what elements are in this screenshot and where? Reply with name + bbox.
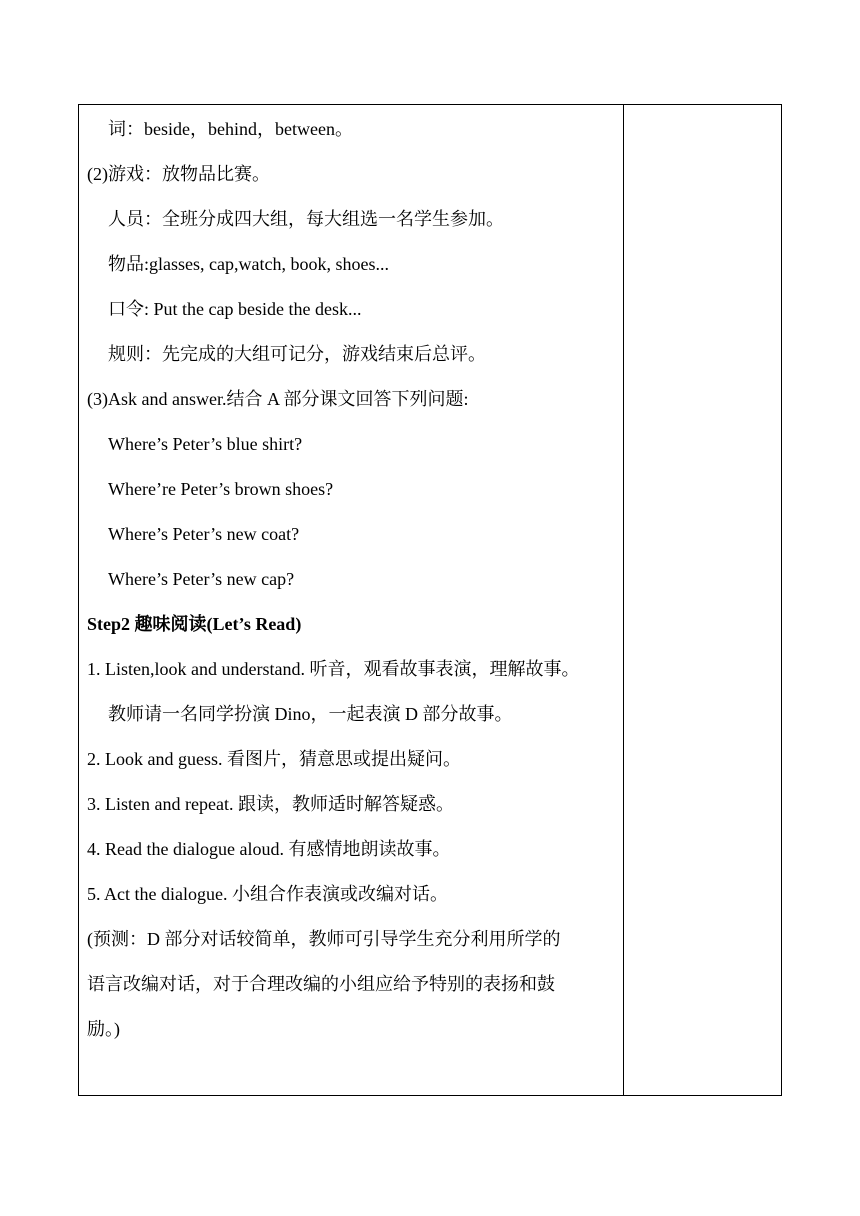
- question-line: Where’s Peter’s new coat?: [108, 524, 300, 544]
- lesson-content-cell: [79, 105, 623, 1095]
- game-rules: 规则：先完成的大组可记分，游戏结束后总评。: [108, 344, 486, 364]
- step-item: 3. Listen and repeat. 跟读，教师适时解答疑惑。: [87, 794, 454, 814]
- vocab-line: 词：beside，behind，between。: [108, 119, 353, 139]
- prediction-note: 励。): [87, 1019, 120, 1039]
- lesson-table: [78, 104, 782, 1096]
- game-heading: (2)游戏：放物品比赛。: [87, 164, 270, 184]
- prediction-note: (预测：D 部分对话较简单，教师可引导学生充分利用所学的: [87, 929, 561, 949]
- question-line: Where’s Peter’s blue shirt?: [108, 434, 303, 454]
- game-items: 物品:glasses, cap,watch, book, shoes...: [108, 254, 389, 274]
- prediction-note: 语言改编对话，对于合理改编的小组应给予特别的表扬和鼓: [87, 974, 555, 994]
- question-line: Where’re Peter’s brown shoes?: [108, 479, 334, 499]
- step-item: 5. Act the dialogue. 小组合作表演或改编对话。: [87, 884, 448, 904]
- step-item: 1. Listen,look and understand. 听音，观看故事表演，理解故事。: [87, 659, 580, 679]
- game-participants: 人员：全班分成四大组，每大组选一名学生参加。: [108, 209, 504, 229]
- step2-heading: Step2 趣味阅读(Let’s Read): [87, 614, 302, 634]
- ask-answer-heading: (3)Ask and answer.结合 A 部分课文回答下列问题:: [87, 389, 469, 409]
- step-item: 4. Read the dialogue aloud. 有感情地朗读故事。: [87, 839, 451, 859]
- notes-cell: [624, 105, 782, 1095]
- step-item: 2. Look and guess. 看图片，猜意思或提出疑问。: [87, 749, 461, 769]
- game-command: 口令: Put the cap beside the desk...: [108, 299, 362, 319]
- question-line: Where’s Peter’s new cap?: [108, 569, 295, 589]
- step-item-detail: 教师请一名同学扮演 Dino，一起表演 D 部分故事。: [108, 704, 513, 724]
